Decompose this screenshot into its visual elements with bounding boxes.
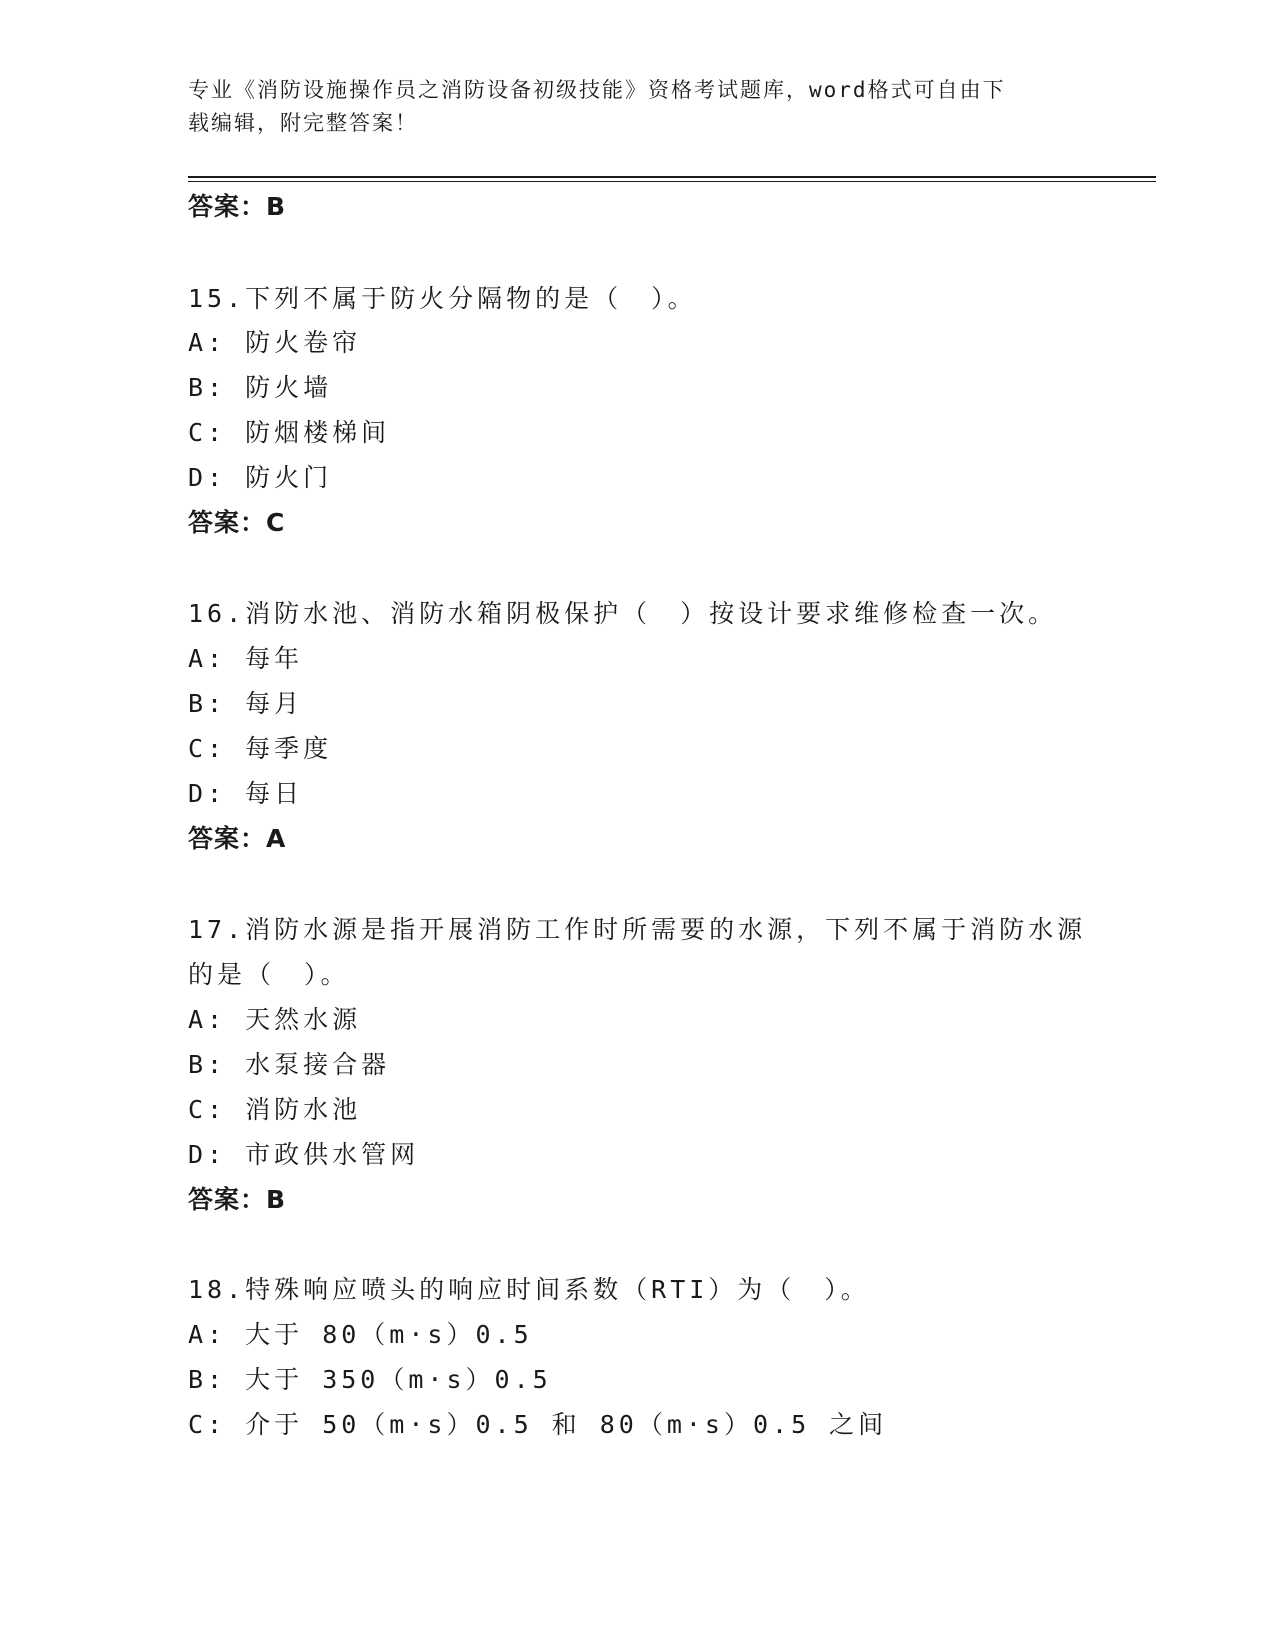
question-16-option-c: C: 每季度 xyxy=(188,734,333,763)
question-16-stem: 16.消防水池、消防水箱阴极保护（ ）按设计要求维修检查一次。 xyxy=(188,599,1058,628)
question-15-option-c: C: 防烟楼梯间 xyxy=(188,418,391,447)
previous-answer: 答案：B xyxy=(188,192,287,221)
question-18-stem: 18.特殊响应喷头的响应时间系数（RTI）为（ ）。 xyxy=(188,1275,870,1304)
question-17-answer: 答案：B xyxy=(188,1185,287,1214)
header-line-1: 专业《消防设施操作员之消防设备初级技能》资格考试题库，word格式可自由下 xyxy=(188,78,1006,102)
question-18-option-a: A: 大于 80（m·s）0.5 xyxy=(188,1320,533,1349)
question-17-stem-line-1: 17.消防水源是指开展消防工作时所需要的水源，下列不属于消防水源 xyxy=(188,915,1087,944)
question-16-option-a: A: 每年 xyxy=(188,644,304,673)
question-17-option-a: A: 天然水源 xyxy=(188,1005,362,1034)
question-16-answer: 答案：A xyxy=(188,824,287,853)
question-15-option-d: D: 防火门 xyxy=(188,463,333,492)
question-17-option-b: B: 水泵接合器 xyxy=(188,1050,391,1079)
question-15-answer: 答案：C xyxy=(188,508,286,537)
question-18-option-c: C: 介于 50（m·s）0.5 和 80（m·s）0.5 之间 xyxy=(188,1410,888,1439)
question-16-option-d: D: 每日 xyxy=(188,779,304,808)
question-15-option-b: B: 防火墙 xyxy=(188,373,333,402)
question-17-option-c: C: 消防水池 xyxy=(188,1095,362,1124)
question-17-option-d: D: 市政供水管网 xyxy=(188,1140,420,1169)
question-16-option-b: B: 每月 xyxy=(188,689,304,718)
question-18-option-b: B: 大于 350（m·s）0.5 xyxy=(188,1365,552,1394)
document-header xyxy=(188,74,1068,140)
header-line-2: 载编辑，附完整答案！ xyxy=(188,111,418,135)
question-17-stem-line-2: 的是（ ）。 xyxy=(188,960,350,989)
question-15-option-a: A: 防火卷帘 xyxy=(188,328,362,357)
header-divider-thin xyxy=(188,181,1156,182)
question-15-stem: 15.下列不属于防火分隔物的是（ ）。 xyxy=(188,284,697,313)
header-divider xyxy=(188,176,1156,178)
